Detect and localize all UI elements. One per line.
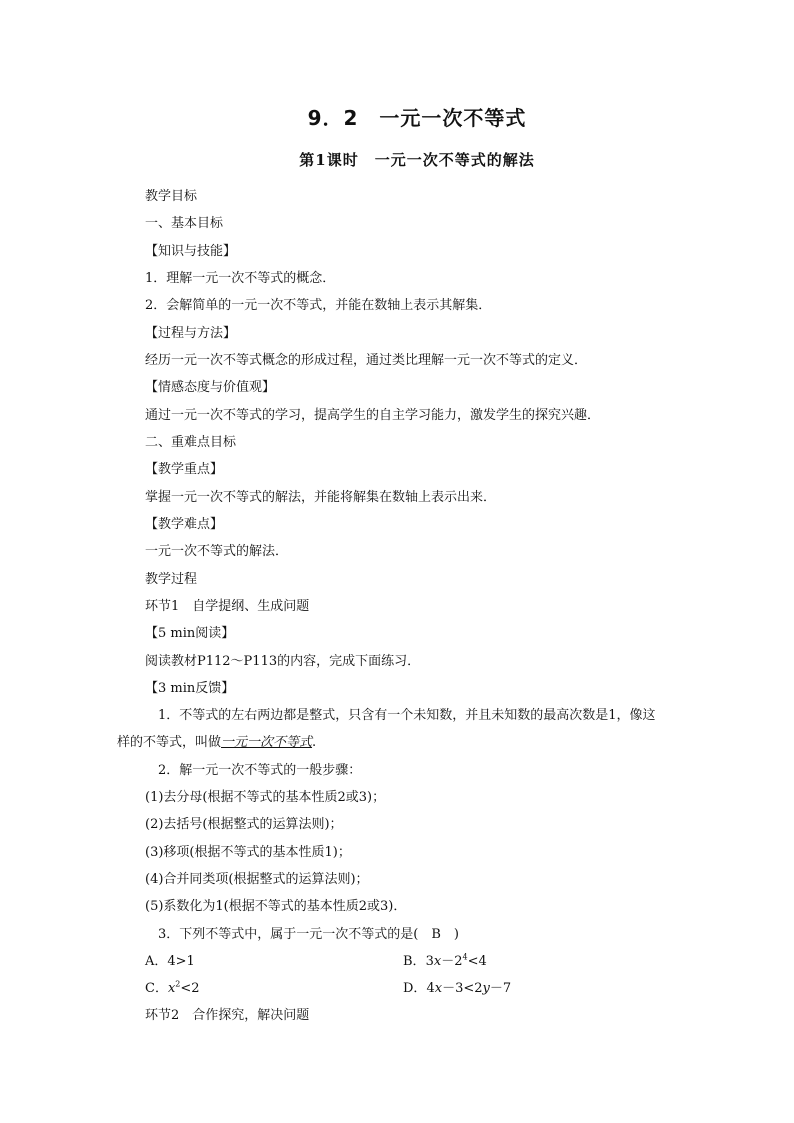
option-b-part-3: <4 xyxy=(467,954,487,969)
heading-process-method: 【过程与方法】 xyxy=(145,326,237,341)
heading-basic-objectives: 一、基本目标 xyxy=(145,216,224,231)
section-2-heading: 环节2 合作探究，解决问题 xyxy=(145,1008,310,1023)
heading-teaching-process: 教学过程 xyxy=(145,572,198,587)
heading-emotion-values: 【情感态度与价值观】 xyxy=(145,380,276,395)
teaching-focus-text: 掌握一元一次不等式的解法，并能将解集在数轴上表示出来． xyxy=(145,490,497,505)
option-c-part-2: <2 xyxy=(180,981,200,996)
step-3: (3)移项(根据不等式的基本性质1)； xyxy=(145,845,351,860)
step-2: (2)去括号(根据整式的运算法则)； xyxy=(145,817,343,832)
option-d-var-x: x xyxy=(434,981,443,996)
exercise-1-line-1: 1．不等式的左右两边都是整式，只含有一个未知数，并且未知数的最高次数是1，像这 xyxy=(158,708,656,723)
option-d-part-3: －7 xyxy=(489,981,512,996)
option-c-exponent: 2 xyxy=(175,979,181,989)
objective-item-1: 1．理解一元一次不等式的概念． xyxy=(145,271,336,286)
option-c xyxy=(145,980,200,998)
section-1-heading: 环节1 自学提纲、生成问题 xyxy=(145,599,310,614)
heading-teaching-objectives: 教学目标 xyxy=(145,189,198,204)
emotion-values-text: 通过一元一次不等式的学习，提高学生的自主学习能力，激发学生的探究兴趣． xyxy=(145,408,601,423)
heading-key-difficult: 二、重难点目标 xyxy=(145,435,237,450)
option-c-label: C． xyxy=(145,981,168,996)
exercise-1-suffix: . xyxy=(312,735,317,750)
exercise-1-answer: 一元一次不等式 xyxy=(221,735,313,750)
step-4: (4)合并同类项(根据整式的运算法则)； xyxy=(145,872,369,887)
option-b-label: B． xyxy=(403,954,426,969)
teaching-difficulty-text: 一元一次不等式的解法． xyxy=(145,544,289,559)
option-a: A．4>1 xyxy=(145,954,195,969)
option-d-part-1: 4 xyxy=(426,981,435,996)
lesson-subtitle: 第1课时 一元一次不等式的解法 xyxy=(299,151,535,169)
option-d-part-2: －3<2 xyxy=(442,981,483,996)
exercise-3-question: 3．下列不等式中，属于一元一次不等式的是( B ) xyxy=(158,927,459,942)
reading-instruction: 阅读教材P112～P113的内容，完成下面练习． xyxy=(145,654,421,669)
step-1: (1)去分母(根据不等式的基本性质2或3)； xyxy=(145,790,386,805)
heading-teaching-difficulty: 【教学难点】 xyxy=(145,517,224,532)
exercise-1-prefix: 样的不等式，叫做 xyxy=(117,735,222,750)
option-c-var-x: x xyxy=(167,981,176,996)
option-d xyxy=(403,980,511,998)
feedback-time-label: 【3 min反馈】 xyxy=(145,681,235,696)
page-title: 9．2 一元一次不等式 xyxy=(307,106,527,130)
process-method-text: 经历一元一次不等式概念的形成过程，通过类比理解一元一次不等式的定义． xyxy=(145,353,588,368)
option-b-var-x: x xyxy=(433,954,442,969)
option-b-part-1: 3 xyxy=(425,954,434,969)
exercise-2-heading: 2．解一元一次不等式的一般步骤： xyxy=(158,763,362,778)
option-d-label: D． xyxy=(403,981,427,996)
option-b-part-2: －2 xyxy=(441,954,463,969)
option-b-exponent: 4 xyxy=(462,952,468,962)
objective-item-2: 2．会解简单的一元一次不等式，并能在数轴上表示其解集． xyxy=(145,298,492,313)
option-b xyxy=(403,953,487,971)
heading-knowledge-skills: 【知识与技能】 xyxy=(145,244,237,259)
exercise-1-line-2 xyxy=(117,734,316,752)
option-d-var-y: y xyxy=(482,981,490,996)
heading-teaching-focus: 【教学重点】 xyxy=(145,462,224,477)
step-5: (5)系数化为1(根据不等式的基本性质2或3)． xyxy=(145,899,407,914)
reading-time-label: 【5 min阅读】 xyxy=(145,626,235,641)
